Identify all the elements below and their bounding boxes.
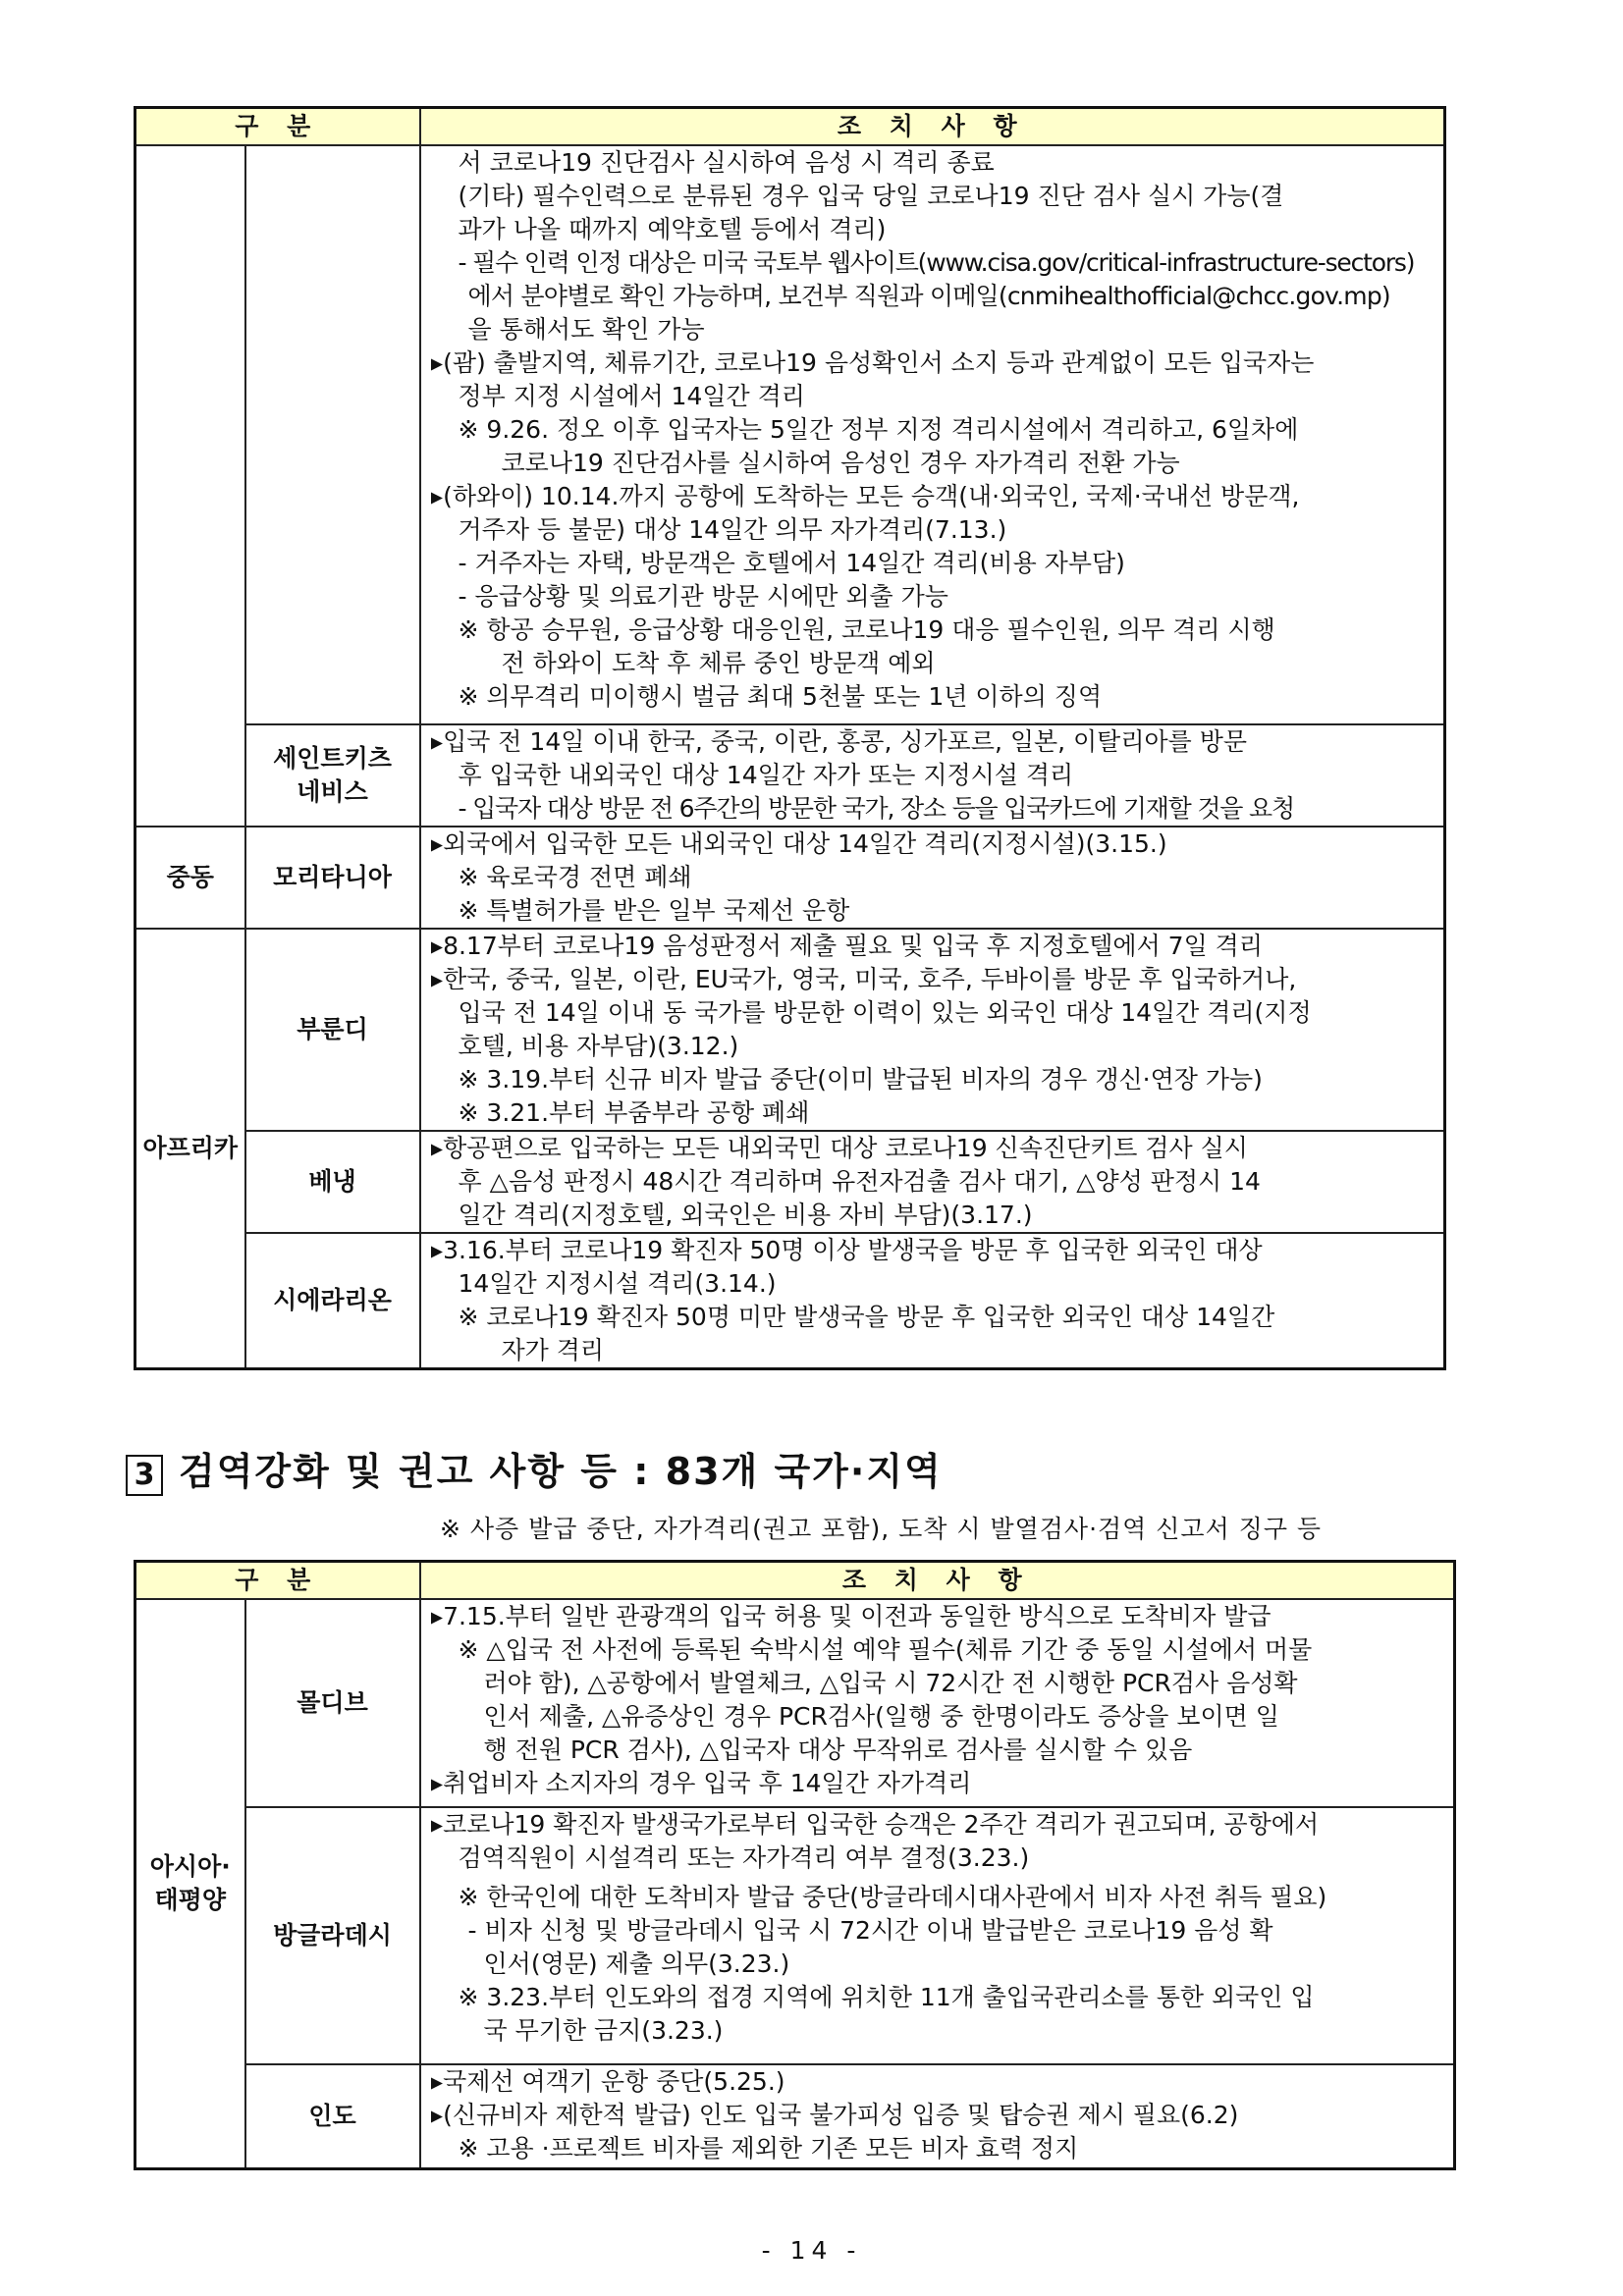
measure-line: ※ 3.21.부터 부줌부라 공항 폐쇄 [458, 1098, 810, 1127]
measure-line: ※ 3.19.부터 신규 비자 발급 중단(이미 발급된 비자의 경우 갱신·연장 가능) [458, 1065, 1263, 1094]
measure-line: ▸국제선 여객기 운항 중단(5.25.) [430, 2067, 785, 2096]
measures-cell [420, 929, 1445, 1131]
header-measures: 조 치 사 항 [420, 1562, 1455, 1600]
measure-line: ※ 육로국경 전면 폐쇄 [458, 863, 692, 891]
measure-line: 호텔, 비용 자부담)(3.12.) [458, 1032, 739, 1060]
table-row [135, 2064, 1455, 2168]
region-cell: 아프리카 [135, 929, 245, 1369]
measure-line: 인서 제출, △유증상인 경우 PCR검사(일행 중 한명이라도 증상을 보이면 일 [483, 1702, 1279, 1731]
table-header-row [135, 108, 1445, 146]
measure-line: ※ 특별허가를 받은 일부 국제선 운항 [458, 896, 850, 925]
measures-cell [420, 2064, 1455, 2168]
section-note: ※ 사증 발급 중단, 자가격리(권고 포함), 도착 시 발열검사·검역 신고서 징구 등 [440, 1515, 1323, 1543]
measure-line: ▸취업비자 소지자의 경우 입국 후 14일간 자가격리 [430, 1769, 972, 1797]
table-row [135, 724, 1445, 827]
table-row [135, 1599, 1455, 1807]
country-cell: 방글라데시 [245, 1807, 420, 2064]
table-row [135, 145, 1445, 724]
table-row [135, 1233, 1445, 1369]
measure-line: 서 코로나19 진단검사 실시하여 음성 시 격리 종료 [458, 148, 995, 177]
measure-line: - 필수 인력 인정 대상은 미국 국토부 웹사이트(www.cisa.gov/critical-infrastructure-sectors) [458, 248, 1415, 277]
country-cell: 세인트키츠 네비스 [245, 724, 420, 827]
measure-line: 전 하와이 도착 후 체류 중인 방문객 예외 [501, 649, 936, 677]
measure-line: ※ 9.26. 정오 이후 입국자는 5일간 정부 지정 격리시설에서 격리하고, 6일차에 [458, 415, 1299, 444]
header-category: 구 분 [135, 108, 420, 146]
measure-line: 행 전원 PCR 검사), △입국자 대상 무작위로 검사를 실시할 수 있음 [483, 1735, 1193, 1764]
measure-line: ※ 한국인에 대한 도착비자 발급 중단(방글라데시대사관에서 비자 사전 취득 필요) [458, 1883, 1327, 1911]
measure-line: 후 △음성 판정시 48시간 격리하며 유전자검출 검사 대기, △양성 판정시 14 [458, 1167, 1261, 1196]
measure-line: ※ 고용 ·프로젝트 비자를 제외한 기존 모든 비자 효력 정지 [458, 2134, 1079, 2163]
measure-line: - 비자 신청 및 방글라데시 입국 시 72시간 이내 발급받은 코로나19 음성 확 [467, 1916, 1273, 1945]
table-row [135, 827, 1445, 929]
measure-line: 을 통해서도 확인 가능 [467, 315, 705, 344]
measure-line: - 거주자는 자택, 방문객은 호텔에서 14일간 격리(비용 자부담) [458, 549, 1125, 577]
measures-cell [420, 1599, 1455, 1807]
measure-line: 러야 함), △공항에서 발열체크, △입국 시 72시간 전 시행한 PCR검사 음성확 [483, 1669, 1298, 1697]
measure-line: ▸8.17부터 코로나19 음성판정서 제출 필요 및 입국 후 지정호텔에서 7일 격리 [430, 932, 1263, 960]
measure-line: 과가 나올 때까지 예약호텔 등에서 격리) [458, 215, 887, 243]
measure-line: 자가 격리 [501, 1336, 605, 1364]
country-cell: 시에라리온 [245, 1233, 420, 1369]
measure-line: ▸한국, 중국, 일본, 이란, EU국가, 영국, 미국, 호주, 두바이를 방문 후 입국하거나, [430, 965, 1297, 993]
measures-table-2 [134, 1560, 1456, 2170]
measure-line: ▸7.15.부터 일반 관광객의 입국 허용 및 이전과 동일한 방식으로 도착비자 발급 [430, 1602, 1271, 1630]
measure-line: - 응급상황 및 의료기관 방문 시에만 외출 가능 [458, 582, 948, 611]
measure-line: ※ 의무격리 미이행시 벌금 최대 5천불 또는 1년 이하의 징역 [458, 682, 1103, 711]
measure-line: 코로나19 진단검사를 실시하여 음성인 경우 자가격리 전환 가능 [501, 449, 1180, 477]
section-title: 검역강화 및 권고 사항 등 : 83개 국가·지역 [179, 1450, 943, 1493]
header-measures: 조 치 사 항 [420, 108, 1445, 146]
measure-line: ▸(신규비자 제한적 발급) 인도 입국 불가피성 입증 및 탑승권 제시 필요(6.2) [430, 2101, 1239, 2129]
section-number: 3 [126, 1455, 163, 1496]
measure-line: ※ 3.23.부터 인도와의 접경 지역에 위치한 11개 출입국관리소를 통한 외국인 입 [458, 1983, 1315, 2011]
measure-line: 검역직원이 시설격리 또는 자가격리 여부 결정(3.23.) [458, 1843, 1030, 1872]
region-cell: 아시아·태평양 [135, 1599, 245, 2168]
measure-line: ▸(괌) 출발지역, 체류기간, 코로나19 음성확인서 소지 등과 관계없이 모든 입국자는 [430, 348, 1315, 377]
country-cell: 부룬디 [245, 929, 420, 1131]
table-row [135, 1807, 1455, 2064]
measure-line: 일간 격리(지정호텔, 외국인은 비용 자비 부담)(3.17.) [458, 1201, 1033, 1229]
measure-line: ※ 코로나19 확진자 50명 미만 발생국을 방문 후 입국한 외국인 대상 14일간 [458, 1303, 1275, 1331]
measure-line: 후 입국한 내외국인 대상 14일간 자가 또는 지정시설 격리 [458, 761, 1074, 789]
section-heading [126, 1441, 943, 1496]
measure-line: 인서(영문) 제출 의무(3.23.) [483, 1949, 790, 1978]
country-cell: 몰디브 [245, 1599, 420, 1807]
measure-line: ▸입국 전 14일 이내 한국, 중국, 이란, 홍콩, 싱가포르, 일본, 이탈리아를 방문 [430, 727, 1248, 756]
country-cell-empty [245, 145, 420, 724]
table-row [135, 929, 1445, 1131]
measure-line: - 입국자 대상 방문 전 6주간의 방문한 국가, 장소 등을 입국카드에 기재할 것을 요청 [458, 794, 1294, 823]
measures-cell [420, 827, 1445, 929]
measures-table-1 [134, 106, 1446, 1370]
measures-cell [420, 724, 1445, 827]
measure-line: 국 무기한 금지(3.23.) [483, 2016, 724, 2045]
measure-line: 정부 지정 시설에서 14일간 격리 [458, 382, 805, 410]
measure-line: 거주자 등 불문) 대상 14일간 의무 자가격리(7.13.) [458, 515, 1007, 544]
measure-line: ▸(하와이) 10.14.까지 공항에 도착하는 모든 승객(내·외국인, 국제·국내선 방문객, [430, 482, 1300, 510]
measure-line: ▸항공편으로 입국하는 모든 내외국민 대상 코로나19 신속진단키트 검사 실시 [430, 1134, 1248, 1162]
region-cell: 중동 [135, 827, 245, 929]
measures-cell [420, 1131, 1445, 1233]
measure-line: ※ 항공 승무원, 응급상황 대응인원, 코로나19 대응 필수인원, 의무 격리 시행 [458, 615, 1275, 644]
measure-line: 입국 전 14일 이내 동 국가를 방문한 이력이 있는 외국인 대상 14일간 격리(지정 [458, 998, 1312, 1027]
measures-cell [420, 1233, 1445, 1369]
header-category: 구 분 [135, 1562, 420, 1600]
measure-line: ▸외국에서 입국한 모든 내외국인 대상 14일간 격리(지정시설)(3.15.) [430, 829, 1167, 858]
page-number: - 14 - [761, 2236, 862, 2265]
table-header-row [135, 1562, 1455, 1600]
country-cell: 인도 [245, 2064, 420, 2168]
measure-line: 14일간 지정시설 격리(3.14.) [458, 1269, 777, 1298]
country-cell: 베냉 [245, 1131, 420, 1233]
measure-line: 에서 분야별로 확인 가능하며, 보건부 직원과 이메일(cnmihealthofficial@chcc.gov.mp) [467, 282, 1390, 310]
country-cell: 모리타니아 [245, 827, 420, 929]
table-row [135, 1131, 1445, 1233]
measures-cell [420, 1807, 1455, 2064]
measure-line: ※ △입국 전 사전에 등록된 숙박시설 예약 필수(체류 기간 중 동일 시설에서 머물 [458, 1635, 1313, 1664]
region-cell-empty [135, 145, 245, 827]
measure-line: (기타) 필수인력으로 분류된 경우 입국 당일 코로나19 진단 검사 실시 가능(결 [458, 182, 1284, 210]
measure-line: ▸코로나19 확진자 발생국가로부터 입국한 승객은 2주간 격리가 권고되며, 공항에서 [430, 1810, 1320, 1839]
measures-cell [420, 145, 1445, 724]
measure-line: ▸3.16.부터 코로나19 확진자 50명 이상 발생국을 방문 후 입국한 외국인 대상 [430, 1236, 1263, 1264]
